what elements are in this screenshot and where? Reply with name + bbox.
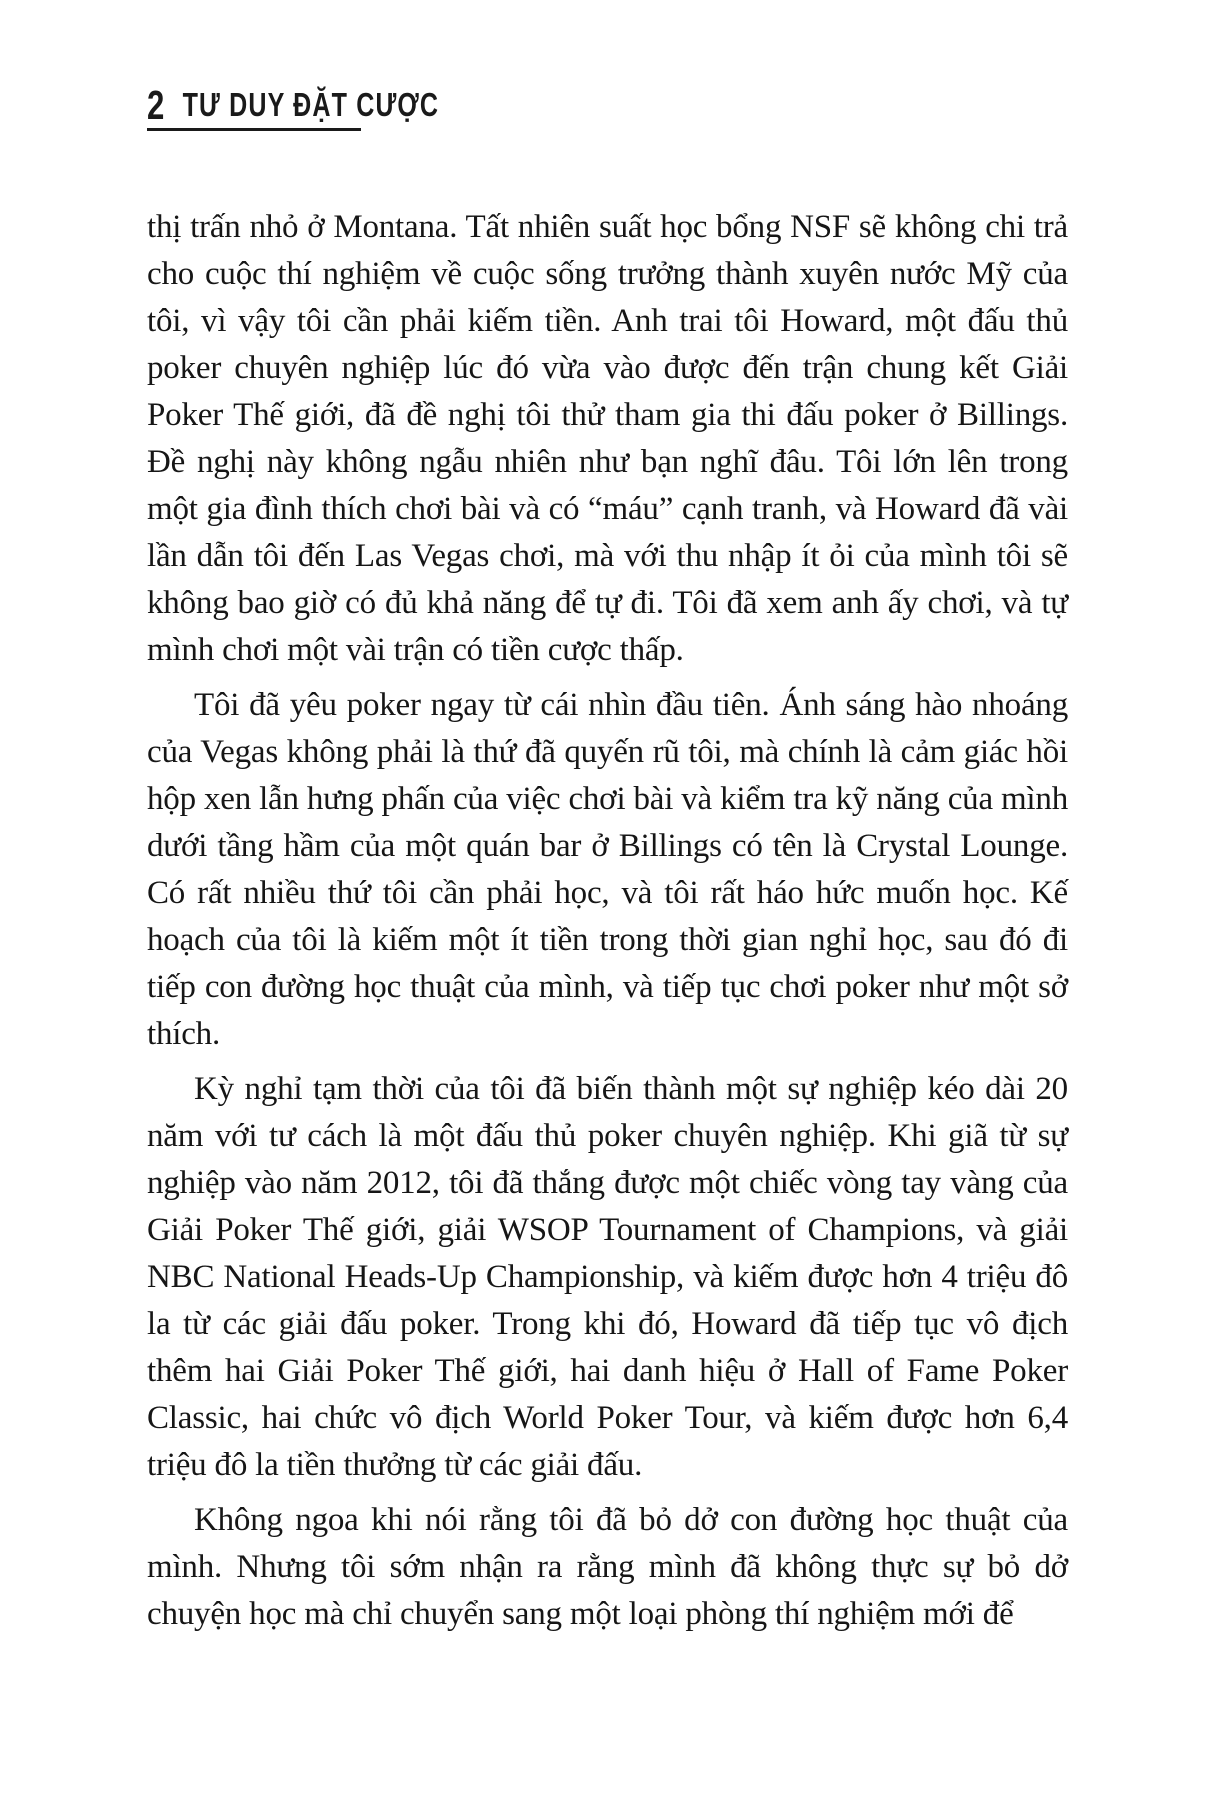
page-number: 2 bbox=[147, 82, 165, 129]
paragraph-1: thị trấn nhỏ ở Montana. Tất nhiên suất học bổng NSF sẽ không chi trả cho cuộc thí nghiệm về cuộc sống trưởng thành xuyên nước Mỹ của tôi, vì vậy tôi cần phải kiếm tiền. Anh trai tôi Howard, một đấu thủ poker chuyên nghiệp lúc đó vừa vào được đến trận chung kết Giải Poker Thế giới, đã đề nghị tôi thử tham gia thi đấu poker ở Billings. Đề nghị này không ngẫu nhiên như bạn nghĩ đâu. Tôi lớn lên trong một gia đình thích chơi bài và có “máu” cạnh tranh, và Howard đã vài lần dẫn tôi đến Las Vegas chơi, mà với thu nhập ít ỏi của mình tôi sẽ không bao giờ có đủ khả năng để tự đi. Tôi đã xem anh ấy chơi, và tự mình chơi một vài trận có tiền cược thấp. bbox=[147, 209, 1068, 668]
paragraph-3: Kỳ nghỉ tạm thời của tôi đã biến thành một sự nghiệp kéo dài 20 năm với tư cách là một đấu thủ poker chuyên nghiệp. Khi giã từ sự nghiệp vào năm 2012, tôi đã thắng được một chiếc vòng tay vàng của Giải Poker Thế giới, giải WSOP Tournament of Champions, và giải NBC National Heads-Up Championship, và kiếm được hơn 4 triệu đô la từ các giải đấu poker. Trong khi đó, Howard đã tiếp tục vô địch thêm hai Giải Poker Thế giới, hai danh hiệu ở Hall of Fame Poker Classic, hai chức vô địch World Poker Tour, và kiếm được hơn 6,4 triệu đô la tiền thưởng từ các giải đấu. bbox=[147, 1071, 1068, 1483]
paragraph-4: Không ngoa khi nói rằng tôi đã bỏ dở con đường học thuật của mình. Nhưng tôi sớm nhận ra rằng mình đã không thực sự bỏ dở chuyện học mà chỉ chuyển sang một loại phòng thí nghiệm mới để bbox=[147, 1502, 1068, 1632]
paragraph-2: Tôi đã yêu poker ngay từ cái nhìn đầu tiên. Ánh sáng hào nhoáng của Vegas không phải là thứ đã quyến rũ tôi, mà chính là cảm giác hồi hộp xen lẫn hưng phấn của việc chơi bài và kiểm tra kỹ năng của mình dưới tầng hầm của một quán bar ở Billings có tên là Crystal Lounge. Có rất nhiều thứ tôi cần phải học, và tôi rất háo hức muốn học. Kế hoạch của tôi là kiếm một ít tiền trong thời gian nghỉ học, sau đó đi tiếp con đường học thuật của mình, và tiếp tục chơi poker như một sở thích. bbox=[147, 687, 1068, 1052]
page-header bbox=[147, 82, 440, 131]
chapter-title: TƯ DUY ĐẶT CƯỢC bbox=[182, 86, 440, 123]
page-body bbox=[147, 204, 1068, 1638]
page-header-row bbox=[147, 82, 440, 129]
